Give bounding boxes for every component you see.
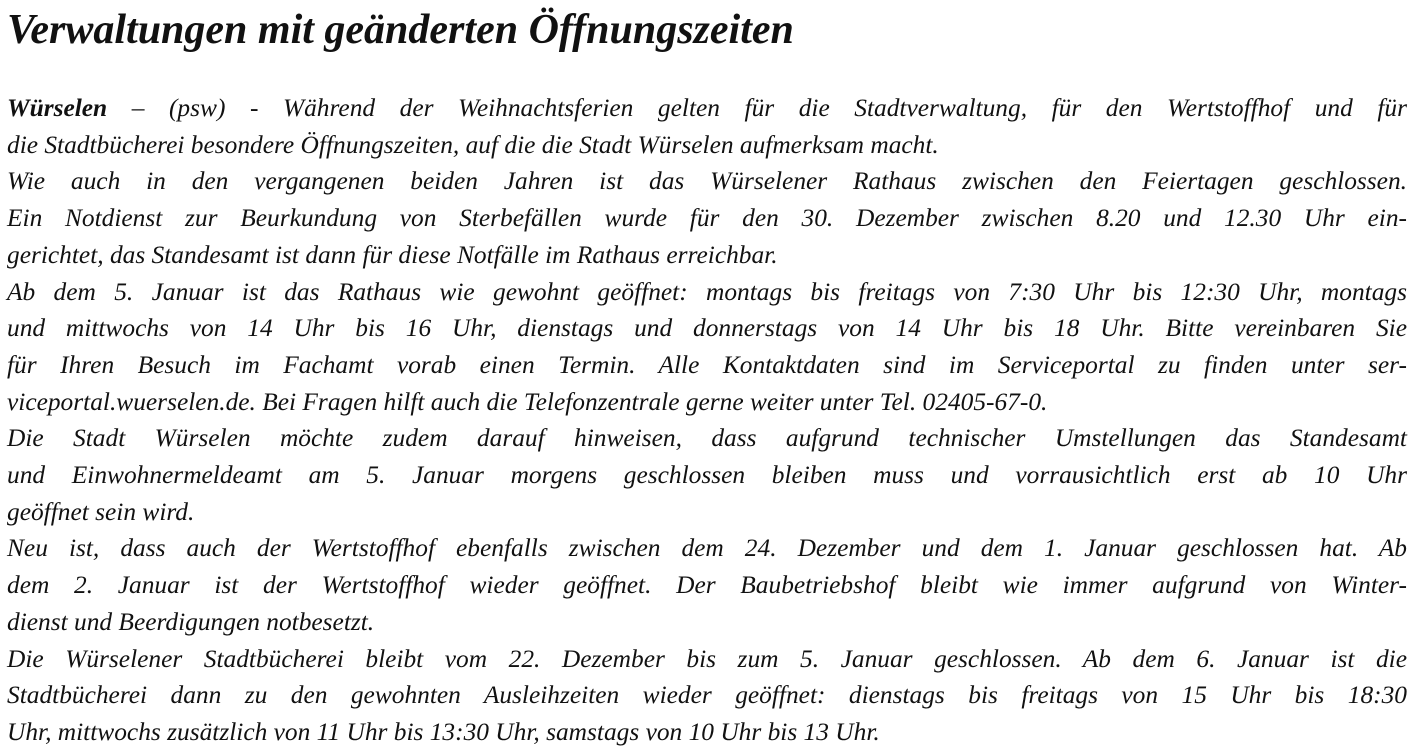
text-line: Ein Notdienst zur Beurkundung von Sterbefällen wurde für den 30. Dezember zwischen 8.20 und 12.30 Uhr ein-	[7, 204, 1407, 233]
intro-text: – (psw) - Während der Weihnachtsferien gelten für die Stadtverwaltung, für den Wertstoffhof und für	[107, 94, 1407, 122]
headline: Verwaltungen mit geänderten Öffnungszeiten	[7, 7, 794, 53]
text-line: gerichtet, das Standesamt ist dann für diese Notfälle im Rathaus erreichbar.	[7, 240, 778, 269]
text-line: Die Stadt Würselen möchte zudem darauf hinweisen, dass aufgrund technischer Umstellungen das Standesamt	[7, 424, 1407, 453]
paragraph-rathaus-closure	[7, 163, 1407, 273]
dateline-place: Würselen	[7, 94, 108, 122]
paragraph-opening-hours	[7, 274, 1407, 421]
text-line	[7, 90, 1407, 127]
paragraph-standesamt	[7, 420, 1407, 530]
text-line: Ab dem 5. Januar ist das Rathaus wie gewohnt geöffnet: montags bis freitags von 7:30 Uhr bis 12:30 Uhr, montags	[7, 277, 1407, 306]
text-line: Stadtbücherei dann zu den gewohnten Ausleihzeiten wieder geöffnet: dienstags bis freitags von 15 Uhr bis 18:30	[7, 681, 1407, 710]
text-line: Neu ist, dass auch der Wertstoffhof ebenfalls zwischen dem 24. Dezember und dem 1. Januar geschlossen hat. Ab	[7, 534, 1407, 563]
text-line: geöffnet sein wird.	[7, 497, 195, 526]
text-line: Die Würselener Stadtbücherei bleibt vom 22. Dezember bis zum 5. Januar geschlossen. Ab dem 6. Januar ist die	[7, 644, 1407, 673]
paragraph-intro	[7, 90, 1407, 163]
paragraph-stadtbuecherei	[7, 641, 1407, 751]
paragraph-wertstoffhof	[7, 530, 1407, 640]
document-page	[7, 0, 1407, 751]
text-line: für Ihren Besuch im Fachamt vorab einen Termin. Alle Kontaktdaten sind im Serviceportal zu finden unter ser-	[7, 350, 1407, 379]
text-line: und Einwohnermeldeamt am 5. Januar morgens geschlossen bleiben muss und vorrausichtlich erst ab 10 Uhr	[7, 461, 1407, 490]
text-line: Wie auch in den vergangenen beiden Jahren ist das Würselener Rathaus zwischen den Feiertagen geschlossen.	[7, 167, 1407, 196]
article-body	[7, 90, 1407, 751]
text-line: und mittwochs von 14 Uhr bis 16 Uhr, dienstags und donnerstags von 14 Uhr bis 18 Uhr. Bitte vereinbaren Sie	[7, 314, 1407, 343]
text-line: die Stadtbücherei besondere Öffnungszeiten, auf die die Stadt Würselen aufmerksam macht.	[7, 130, 939, 159]
text-line: viceportal.wuerselen.de. Bei Fragen hilft auch die Telefonzentrale gerne weiter unter Tel. 02405-67-0.	[7, 387, 1048, 416]
text-line: dem 2. Januar ist der Wertstoffhof wieder geöffnet. Der Baubetriebshof bleibt wie immer aufgrund von Winter-	[7, 571, 1407, 600]
text-line: Uhr, mittwochs zusätzlich von 11 Uhr bis 13:30 Uhr, samstags von 10 Uhr bis 13 Uhr.	[7, 717, 880, 746]
text-line: dienst und Beerdigungen notbesetzt.	[7, 607, 375, 636]
